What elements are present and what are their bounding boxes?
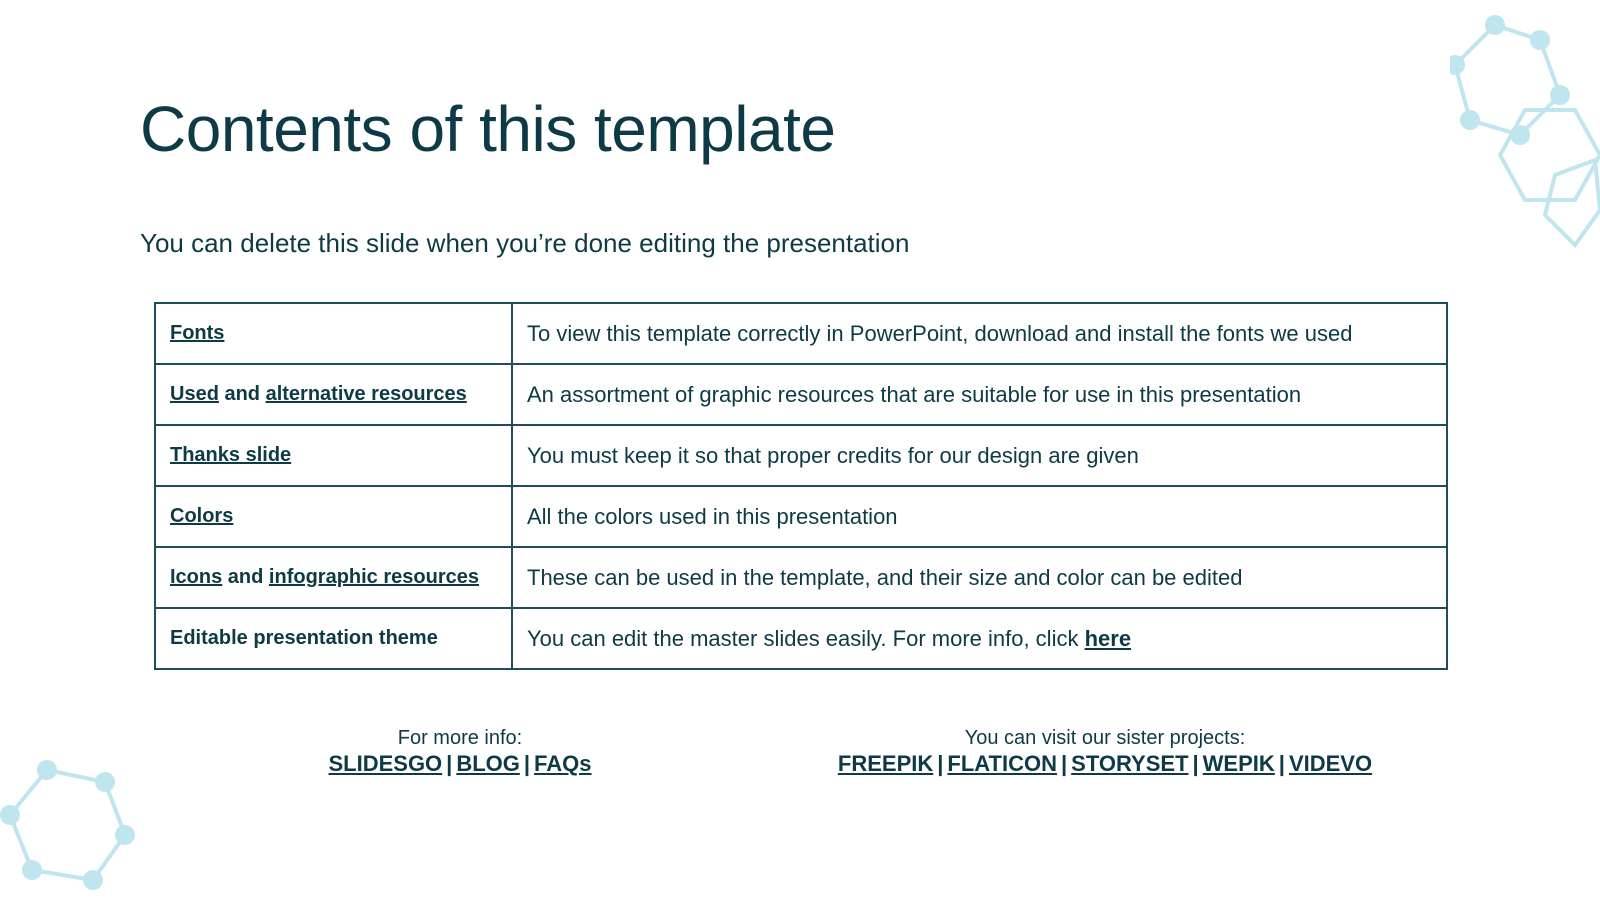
topic-text: and (218, 383, 266, 405)
table-cell-description (512, 608, 1447, 669)
description-text: You must keep it so that proper credits for our design are given (527, 442, 1139, 468)
contents-table-body (155, 303, 1447, 669)
topic-text: and (222, 566, 269, 588)
page-subtitle: You can delete this slide when you’re done editing the presentation (140, 228, 910, 258)
table-row (155, 608, 1447, 669)
table-cell-description (512, 425, 1447, 486)
molecule-decoration-icon (1450, 0, 1600, 260)
footer-more-info-links (300, 750, 620, 778)
table-cell-topic (155, 486, 512, 547)
footer-link-blog[interactable]: BLOG (456, 751, 520, 776)
topic-text: Editable presentation theme (170, 627, 438, 649)
link-thanks-slide[interactable]: Thanks slide (170, 444, 292, 466)
link-used[interactable]: Used (170, 383, 219, 405)
footer-sister-projects (790, 726, 1420, 778)
footer-link-freepik[interactable]: FREEPIK (837, 751, 934, 776)
description-text: All the colors used in this presentation (527, 503, 898, 529)
footer-link-storyset[interactable]: STORYSET (1071, 751, 1189, 776)
footer-sister-projects-caption: You can visit our sister projects: (964, 727, 1246, 749)
link-separator: | (937, 751, 944, 776)
footer-more-info (300, 726, 620, 778)
table-cell-description (512, 364, 1447, 425)
table-cell-topic (155, 425, 512, 486)
table-row (155, 364, 1447, 425)
link-separator: | (1278, 751, 1285, 776)
table-row (155, 303, 1447, 364)
footer-link-videvo[interactable]: VIDEVO (1288, 751, 1373, 776)
description-text: These can be used in the template, and their size and color can be edited (527, 564, 1243, 590)
link-icons[interactable]: Icons (170, 566, 223, 588)
footer-more-info-caption: For more info: (397, 727, 523, 749)
table-cell-topic (155, 303, 512, 364)
link-infographic-resources[interactable]: infographic resources (268, 566, 479, 588)
description-text: You can edit the master slides easily. For more info, click (527, 625, 1085, 651)
link-here[interactable]: here (1084, 625, 1132, 651)
link-separator: | (523, 751, 531, 776)
table-cell-topic (155, 364, 512, 425)
table-row (155, 486, 1447, 547)
link-separator: | (1192, 751, 1199, 776)
link-colors[interactable]: Colors (170, 505, 234, 527)
table-cell-topic (155, 547, 512, 608)
table-row (155, 425, 1447, 486)
link-fonts[interactable]: Fonts (170, 322, 225, 344)
link-separator: | (1061, 751, 1068, 776)
link-alternative-resources[interactable]: alternative resources (265, 383, 467, 405)
footer-sister-projects-links (790, 750, 1420, 778)
footer-link-slidesgo[interactable]: SLIDESGO (328, 751, 443, 776)
footer-link-wepik[interactable]: WEPIK (1202, 751, 1275, 776)
link-separator: | (446, 751, 453, 776)
description-text: To view this template correctly in PowerPoint, download and install the fonts we used (527, 320, 1353, 346)
description-text: An assortment of graphic resources that are suitable for use in this presentation (527, 381, 1302, 407)
footer-link-faqs[interactable]: FAQs (534, 751, 592, 776)
molecule-decoration-icon (0, 750, 140, 900)
contents-table (154, 302, 1448, 670)
table-cell-description (512, 547, 1447, 608)
table-cell-description (512, 486, 1447, 547)
footer-link-flaticon[interactable]: FLATICON (947, 751, 1057, 776)
table-cell-topic (155, 608, 512, 669)
table-row (155, 547, 1447, 608)
page-title: Contents of this template (140, 93, 836, 165)
table-cell-description (512, 303, 1447, 364)
